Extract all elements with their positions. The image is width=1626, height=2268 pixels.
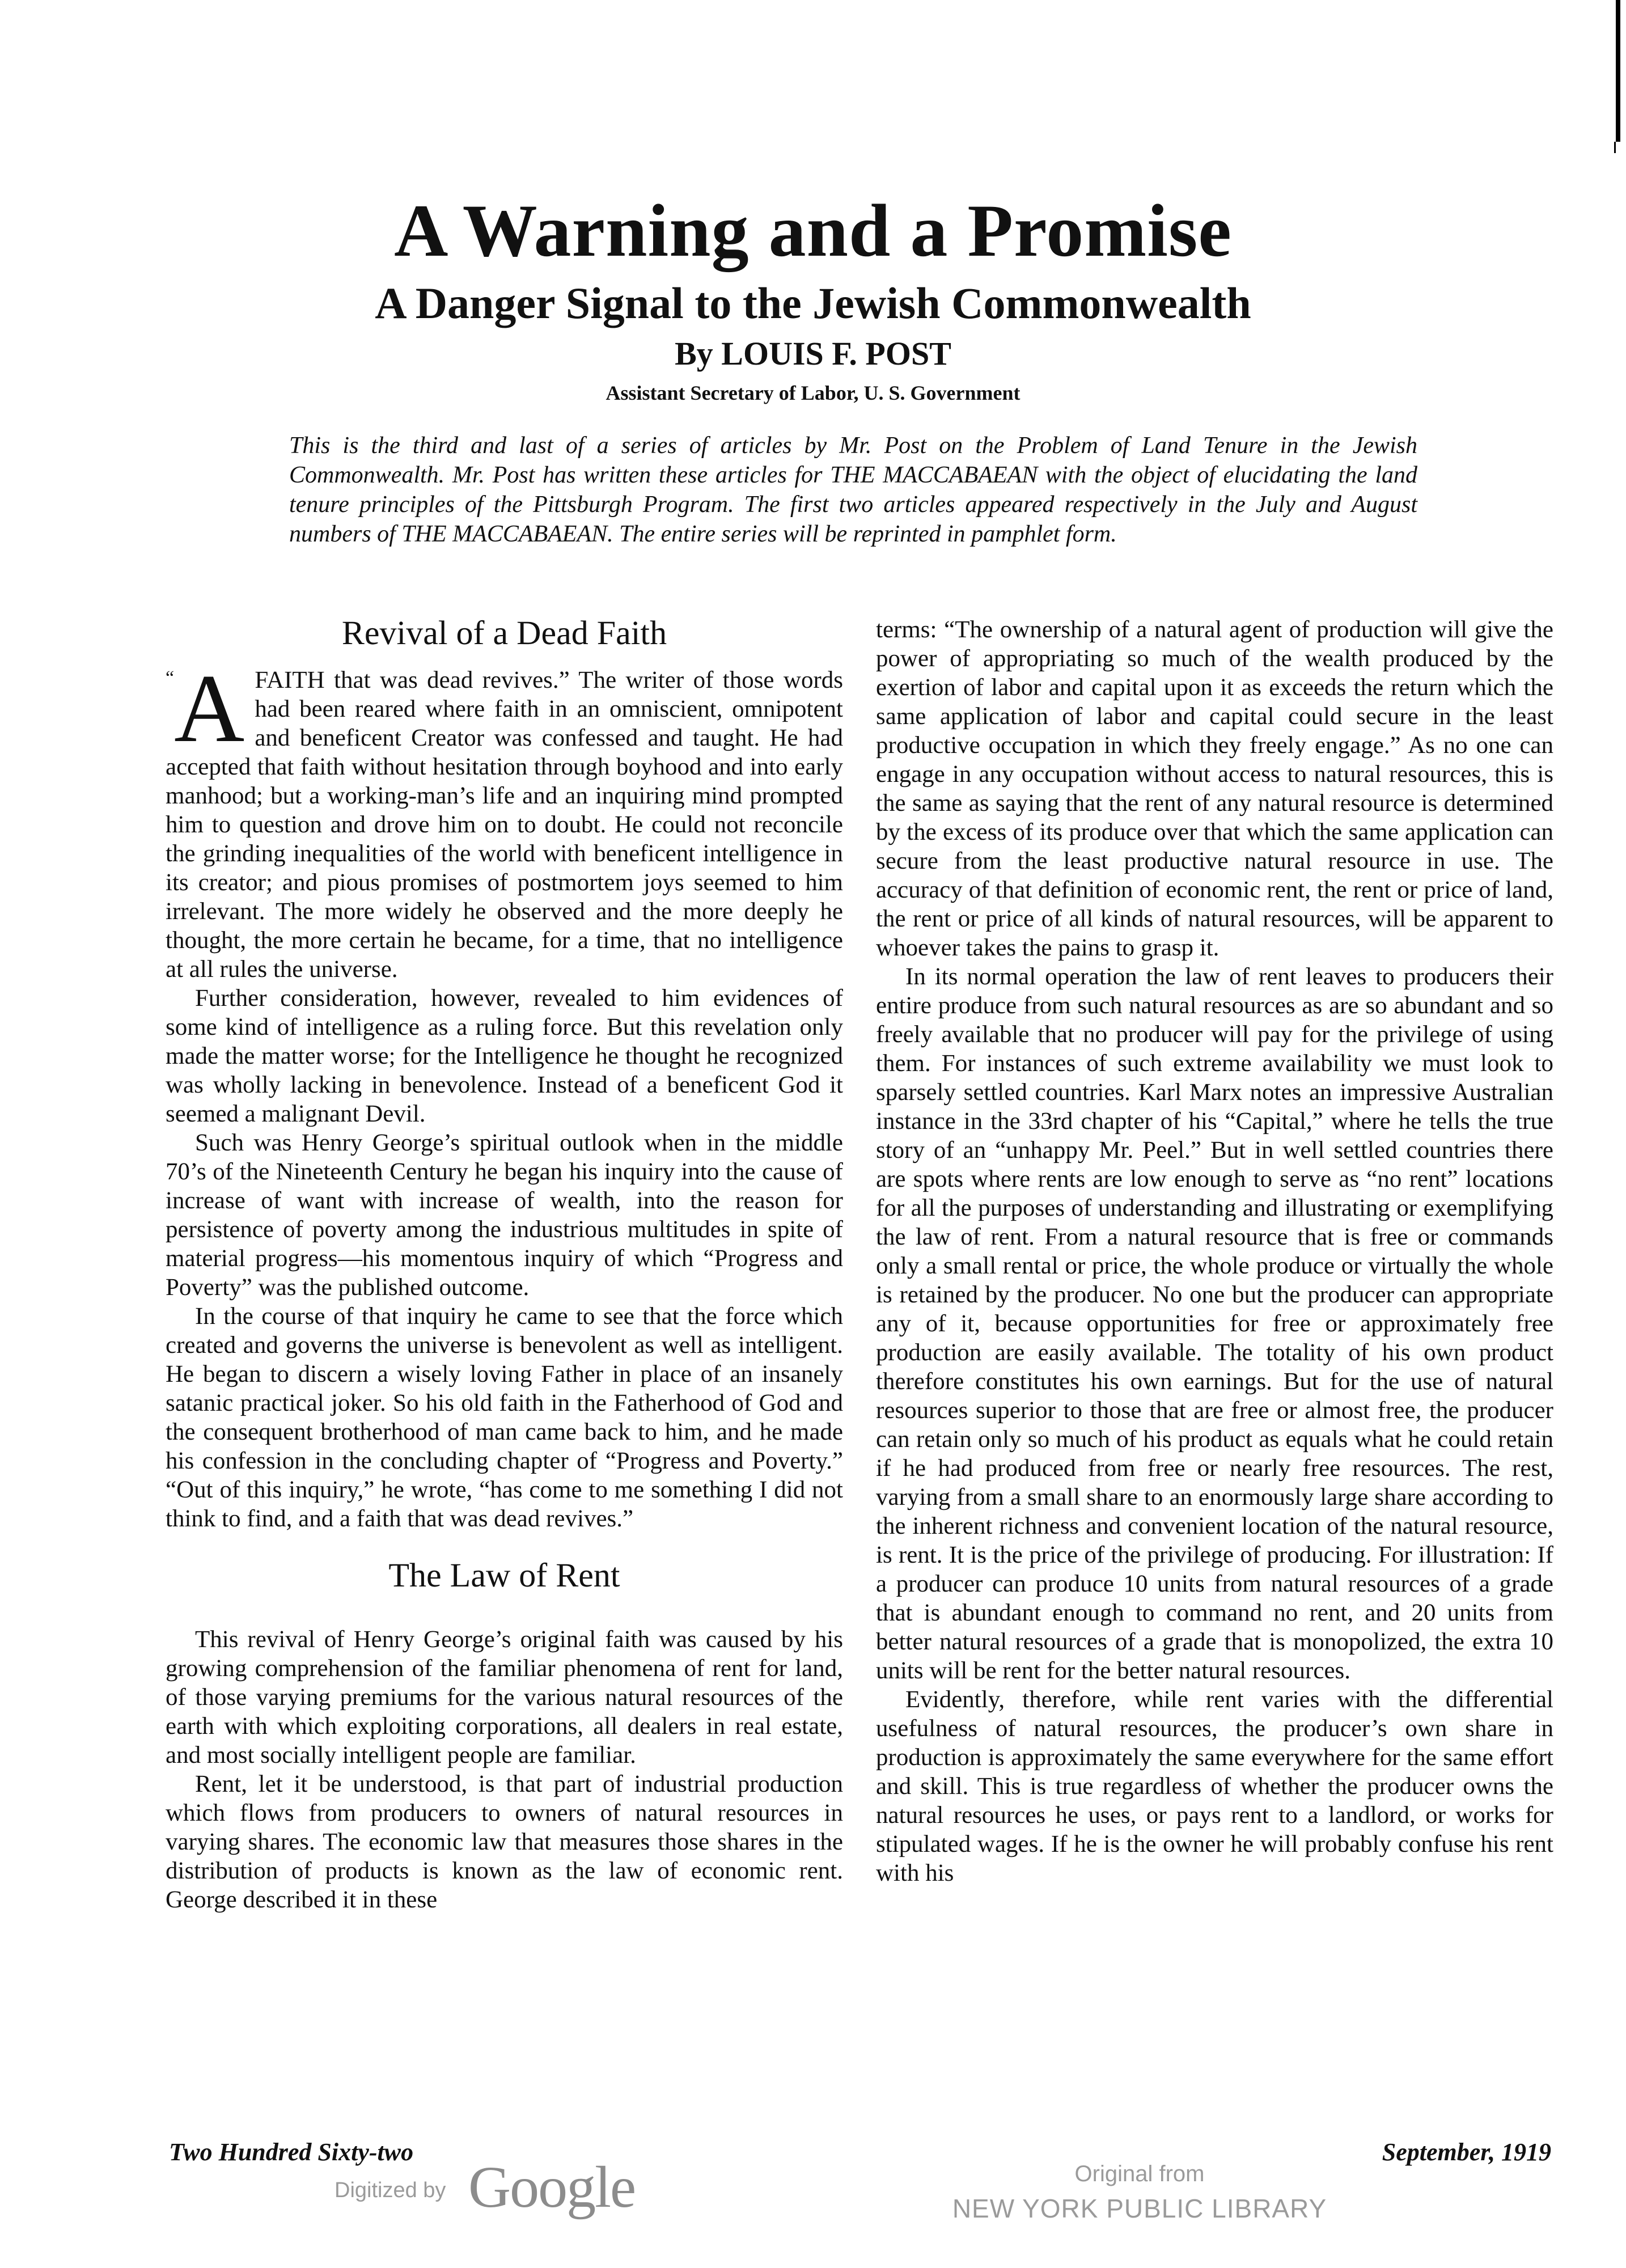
- left-column: [166, 612, 843, 1914]
- paragraph: In its normal operation the law of rent leaves to producers their entire produce from such natural resources as are so abundant and so freely available that no producer will pay for the privilege of using them. For instances of such extreme availability we must look to sparsely settled countries. Karl Marx notes an impressive Australian instance in the 33rd chapter of his “Capital,” where he tells the true story of an “unhappy Mr. Peel.” But in well settled countries there are spots where rents are low enough to serve as “no rent” locations for all the purposes of understanding and illustrating or exemplifying the law of rent. From a natural resource that is free or commands only a small rental or price, the whole produce or virtually the whole is retained by the producer. No one but the producer can appropriate any of it, because opportunities for free or approximately free production are easily available. The totality of his own product therefore constitutes his own earnings. But for the use of natural resources superior to those that are free or almost free, the producer can retain only so much of his product as equals what he could retain if he had produced from free or nearly free resources. The rest, varying from a small share to an enormously large share according to the inherent richness and convenient location of the natural resource, is rent. It is the price of the privilege of producing. For illustration: If a producer can produce 10 units from natural resources of a grade that is abundant enough to command no rent, and 20 units from better natural resources of a grade that is monopolized, the extra 10 units will be rent for the better natural resources.: [876, 963, 1553, 1684]
- paragraph: Such was Henry George’s spiritual outlook when in the middle 70’s of the Nineteenth Century he began his inquiry into the cause of increase of want with increase of wealth, into the reason for persistence of poverty among the industrious multitudes in spite of material progress—his momentous inquiry of which “Progress and Poverty” was the published outcome.: [166, 1129, 843, 1301]
- paragraph: terms: “The ownership of a natural agent of production will give the power of appropriating so much of the wealth produced by the exertion of labor and capital upon it as exceeds the return which the same application of labor and capital could secure in the least productive occupation in which they freely engage.” As no one can engage in any occupation without access to natural resources, this is the same as saying that the rent of any natural resource is determined by the excess of its produce over that which the same application can secure from the least productive natural resource in use. The accuracy of that definition of economic rent, the rent or price of land, the rent or price of all kinds of natural resources, will be apparent to whoever takes the pains to grasp it.: [876, 616, 1553, 961]
- page-edge-rule: [1616, 0, 1620, 142]
- dropcap-letter: A: [174, 655, 245, 763]
- library-name: NEW YORK PUBLIC LIBRARY: [952, 2194, 1327, 2223]
- original-from-label: Original from: [1074, 2161, 1205, 2186]
- editorial-intro: This is the third and last of a series of articles by Mr. Post on the Problem of Land Tenure in the Jewish Commonwealth. Mr. Post has written these articles for THE MACCABAEAN with the object of elucidating the land tenure principles of the Pittsburgh Program. The first two articles appeared respectively in the July and August numbers of THE MACCABAEAN. The entire series will be reprinted in pamphlet form.: [289, 433, 1417, 547]
- author-role: Assistant Secretary of Labor, U. S. Government: [605, 382, 1021, 404]
- article-subtitle: A Danger Signal to the Jewish Commonwealth: [375, 278, 1251, 328]
- right-column: [876, 615, 1553, 1888]
- issue-date: September, 1919: [1382, 2138, 1551, 2166]
- paragraph: In the course of that inquiry he came to see that the force which created and governs the universe is benevolent as well as intelligent. He began to discern a wisely loving Father in place of an insanely satanic practical joker. So his old faith in the Fatherhood of God and the consequent brotherhood of man came back to him, and he made his confession in the concluding chapter of “Progress and Poverty.” “Out of this inquiry,” he wrote, “has come to me something I did not think to find, and a faith that was dead revives.”: [166, 1303, 843, 1532]
- paragraph: This revival of Henry George’s original faith was caused by his growing comprehension of the familiar phenomena of rent for land, of those varying premiums for the various natural resources of the earth with which exploiting corporations, all dealers in real estate, and most socially intelligent people are familiar.: [166, 1626, 843, 1768]
- paragraph: Evidently, therefore, while rent varies with the differential usefulness of natural resources, the producer’s own share in production is approximately the same everywhere for the same effort and skill. This is true regardless of whether the producer owns the natural resources he uses, or pays rent to a landlord, or works for stipulated wages. If he is the owner he will probably confuse his rent with his: [876, 1686, 1553, 1886]
- paragraph-opening: [166, 655, 843, 984]
- paragraph: Rent, let it be understood, is that part of industrial production which flows from producers to owners of natural resources in varying shares. The economic law that measures those shares in the distribution of products is known as the law of economic rent. George described it in these: [166, 1771, 843, 1913]
- byline: By LOUIS F. POST: [675, 335, 951, 372]
- section-heading-law-of-rent: The Law of Rent: [388, 1556, 620, 1594]
- page-number-label: Two Hundred Sixty-two: [169, 2138, 414, 2166]
- section-heading-revival: Revival of a Dead Faith: [341, 614, 667, 651]
- paragraph: Further consideration, however, revealed to him evidences of some kind of intelligence as a ruling force. But this revelation only made the matter worse; for the Intelligence he thought he recognized was wholly lacking in benevolence. Instead of a beneficent God it seemed a malignant Devil.: [166, 985, 843, 1127]
- google-logo: Google: [468, 2155, 636, 2220]
- paragraph-text: FAITH that was dead revives.” The writer of those words had been reared where faith in an omniscient, omnipotent and beneficent Creator was confessed and taught. He had accepted that faith without hesitation through boyhood and into early manhood; but a working-man’s life and an inquiring mind prompted him to question and drove him on to doubt. He could not reconcile the grinding inequalities of the world with beneficent intelligence in its creator; and pious promises of postmortem joys seemed to him irrelevant. The more widely he observed and the more deeply he thought, the more certain he became, for a time, that no intelligence at all rules the universe.: [166, 667, 843, 983]
- digitized-by-label: Digitized by: [334, 2178, 446, 2202]
- page-edge-rule-tick: [1614, 142, 1616, 153]
- article-title: A Warning and a Promise: [394, 189, 1232, 272]
- dropcap-quote: “: [166, 667, 175, 688]
